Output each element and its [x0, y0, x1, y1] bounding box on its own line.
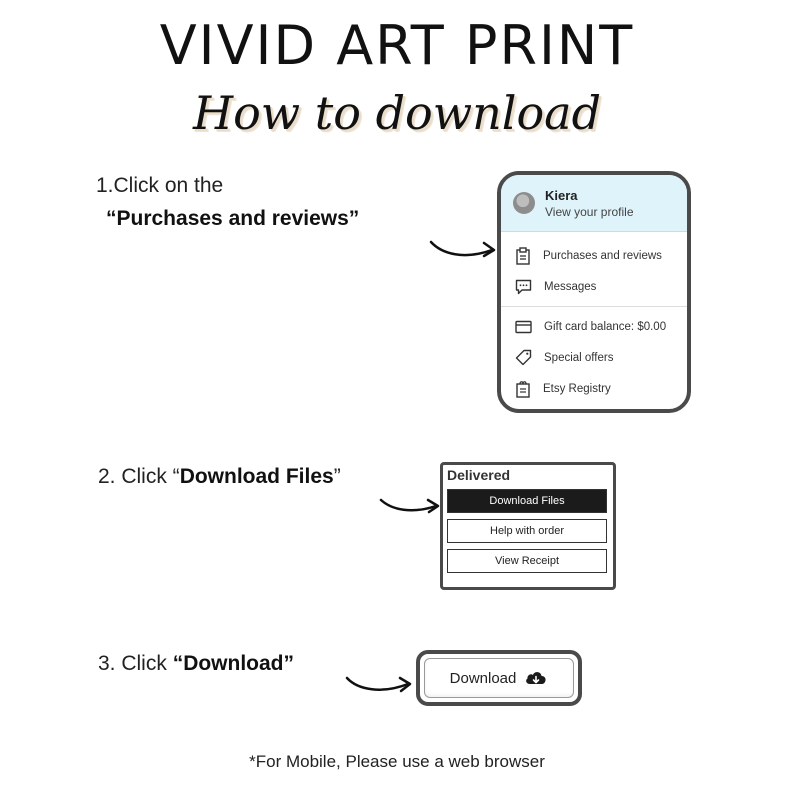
clipboard-icon: [515, 247, 531, 265]
step1-arrow-icon: [428, 232, 500, 266]
tag-icon: [515, 349, 532, 366]
profile-name: Kiera: [545, 187, 578, 203]
download-button-frame: [416, 650, 582, 706]
menu-item-label: Etsy Registry: [543, 382, 611, 395]
step3-instruction: [98, 652, 294, 676]
step3-bold: “Download”: [172, 652, 295, 675]
menu-item-label: Special offers: [544, 351, 614, 364]
step3-prefix: 3. Click: [98, 652, 173, 675]
step2-arrow-icon: [378, 492, 444, 522]
step1-prefix: 1.Click on the: [96, 174, 224, 197]
download-files-button[interactable]: Download Files: [447, 489, 607, 513]
menu-item-label: Purchases and reviews: [543, 249, 662, 262]
order-status-label: Delivered: [447, 467, 511, 483]
menu-item-gift-card-balance[interactable]: [501, 311, 687, 342]
menu-item-etsy-registry[interactable]: [501, 373, 687, 404]
step2-bold: Download Files: [179, 465, 334, 488]
message-icon: [515, 279, 532, 295]
step2-prefix: 2. Click “: [98, 465, 180, 488]
account-menu: [497, 171, 691, 413]
menu-item-messages[interactable]: [501, 271, 687, 302]
menu-item-label: Gift card balance: $0.00: [544, 320, 667, 333]
view-profile-link[interactable]: View your profile: [545, 204, 634, 219]
avatar: [513, 192, 535, 214]
page-title: VIVID ART PRINT: [159, 14, 635, 77]
help-with-order-button[interactable]: Help with order: [447, 519, 607, 543]
menu-divider: [501, 306, 687, 307]
menu-item-purchases-and-reviews[interactable]: [501, 240, 687, 271]
step2-instruction: [98, 465, 341, 489]
step3-arrow-icon: [344, 670, 416, 700]
menu-item-label: Messages: [544, 280, 597, 293]
download-button[interactable]: [424, 658, 574, 698]
gift-registry-icon: [515, 380, 531, 398]
menu-item-special-offers[interactable]: [501, 342, 687, 373]
footer-note: *For Mobile, Please use a web browser: [249, 752, 545, 771]
profile-header[interactable]: [501, 175, 687, 232]
order-status-panel: [440, 462, 616, 590]
step1-bold: “Purchases and reviews”: [106, 207, 360, 230]
cloud-download-icon: [524, 669, 548, 687]
view-receipt-button[interactable]: View Receipt: [447, 549, 607, 573]
credit-card-icon: [515, 320, 532, 334]
step1-instruction: [96, 174, 359, 231]
download-button-label: Download: [449, 669, 517, 687]
step2-suffix: ”: [333, 465, 341, 488]
page-subtitle: How to download: [192, 86, 602, 140]
